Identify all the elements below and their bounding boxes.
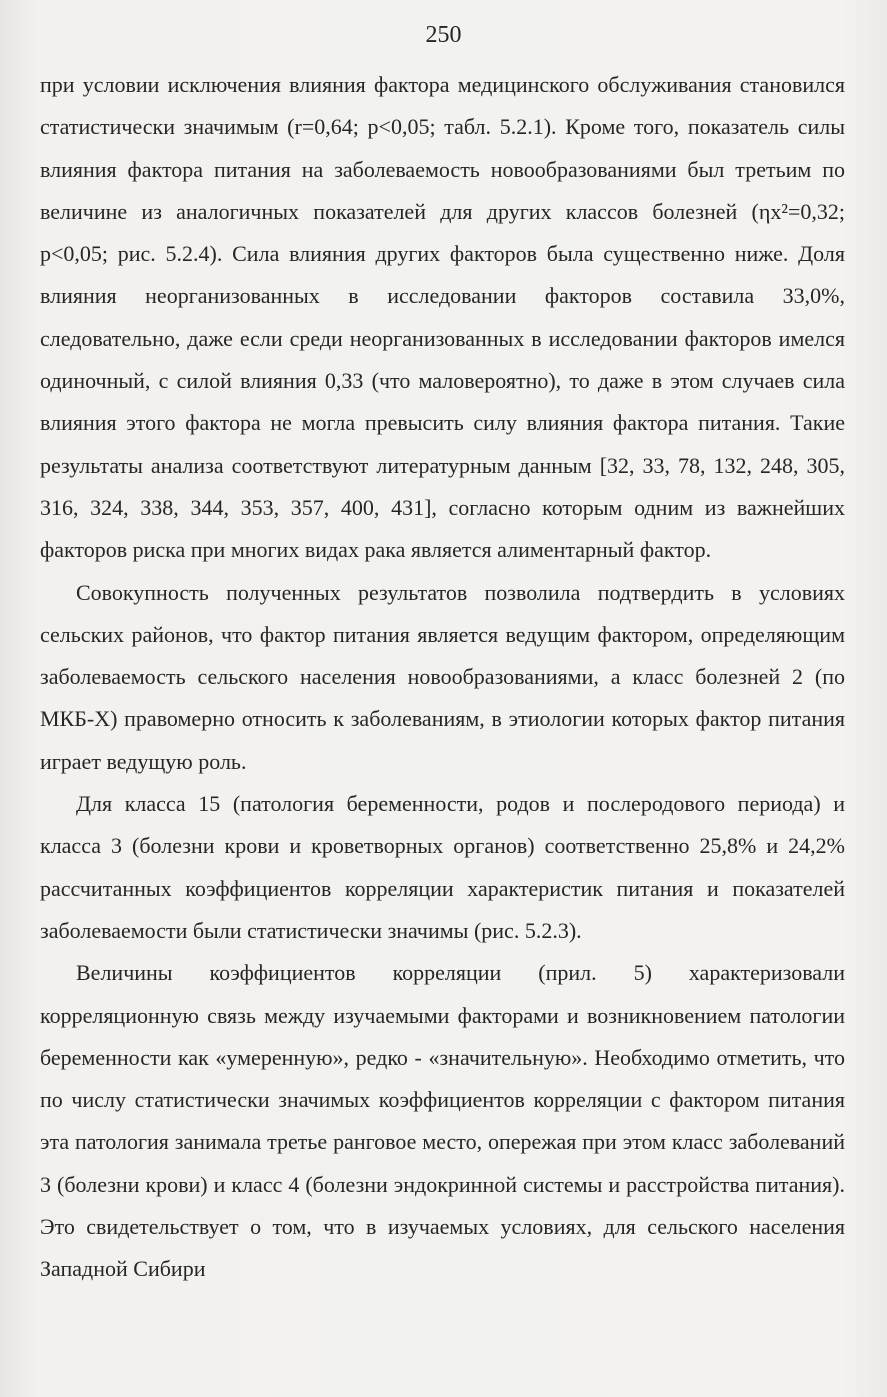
paragraph-4: Величины коэффициентов корреляции (прил. 5) характеризовали корреляционную связь между изучаемыми факторами и возникновением патологии беременности как «умеренную», редко - «значительную». Необходимо отметить, что по числу статистически значимых коэффициентов корреляции с фактором питания эта патология занимала третье ранговое место, опережая при этом класс заболеваний 3 (болезни крови) и класс 4 (болезни эндокринной системы и расстройства питания). Это свидетельствует о том, что в изучаемых условиях, для сельского населения Западной Сибири (40, 960, 845, 1282)
body-text (40, 64, 845, 1291)
paragraph-2: Совокупность полученных результатов позволила подтвердить в условиях сельских районов, что фактор питания является ведущим фактором, определяющим заболеваемость сельского населения новообразованиями, а класс болезней 2 (по МКБ-Х) правомерно относить к заболеваниям, в этиологии которых фактор питания играет ведущую роль. (40, 579, 845, 774)
paragraph-3: Для класса 15 (патология беременности, родов и послеродового периода) и класса 3 (болезни крови и кроветворных органов) соответственно 25,8% и 24,2% рассчитанных коэффициентов корреляции характеристик питания и показателей заболеваемости были статистически значимы (рис. 5.2.3). (40, 791, 845, 943)
paragraph-1: при условии исключения влияния фактора медицинского обслуживания становился статистически значимым (r=0,64; p<0,05; табл. 5.2.1). Кроме того, показатель силы влияния фактора питания на заболеваемость новообразованиями был третьим по величине из аналогичных показателей для других классов болезней (ηx²=0,32; p<0,05; рис. 5.2.4). Сила влияния других факторов была существенно ниже. Доля влияния неорганизованных в исследовании факторов составила 33,0%, следовательно, даже если среди неорганизованных в исследовании факторов имелся одиночный, с силой влияния 0,33 (что маловероятно), то даже в этом случаев сила влияния этого фактора не могла превысить силу влияния фактора питания. Такие результаты анализа соответствуют литературным данным [32, 33, 78, 132, 248, 305, 316, 324, 338, 344, 353, 357, 400, 431], согласно которым одним из важнейших факторов риска при многих видах рака является алиментарный фактор. (40, 72, 845, 563)
page-number: 250 (425, 22, 462, 48)
